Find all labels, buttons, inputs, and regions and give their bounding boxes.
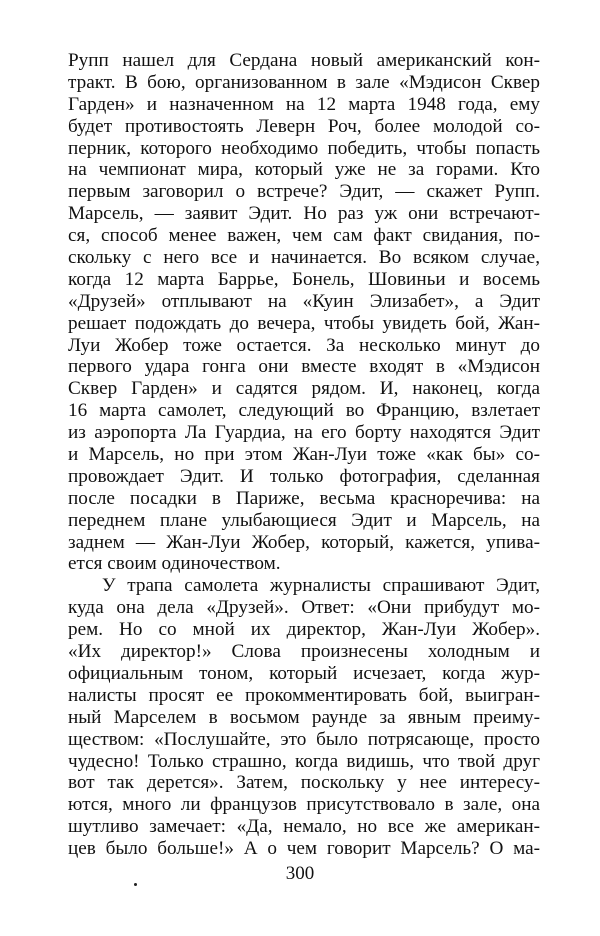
paragraph-2 — [68, 575, 540, 860]
text-line: когда 12 марта Баррье, Бонель, Шовиньи и восемь — [68, 268, 540, 290]
text-line: вот так дерется». Затем, поскольку у нее интересу- — [68, 772, 540, 794]
text-line: ный Марселем в восьмом раунде за явным преиму- — [68, 706, 540, 728]
text-line: ются, много ли французов присутствовало в зале, она — [68, 794, 540, 816]
text-line: У трапа самолета журналисты спрашивают Эдит, — [102, 575, 540, 597]
text-line: налисты просят ее прокомментировать бой, выигран- — [68, 684, 540, 706]
text-line: после посадки в Париже, весьма красноречива: на — [68, 487, 540, 509]
text-line: Гарден» и назначенном на 12 марта 1948 года, ему — [68, 93, 540, 115]
text-line: «Друзей» отплывают на «Куин Элизабет», а Эдит — [68, 290, 540, 312]
text-line: скольку с него все и начинается. Во всяком случае, — [68, 247, 540, 269]
text-line: чудесно! Только страшно, когда видишь, что твой друг — [68, 750, 540, 772]
paragraph-1 — [68, 50, 540, 575]
text-line: шутливо замечает: «Да, немало, но все же американ- — [68, 816, 540, 838]
text-line: будет противостоять Леверн Роч, более молодой со- — [68, 115, 540, 137]
text-line: ществом: «Послушайте, это было потрясающе, просто — [68, 728, 540, 750]
text-line: куда она дела «Друзей». Ответ: «Они прибудут мо- — [68, 597, 540, 619]
text-line: первого удара гонга они вместе входят в «Мэдисон — [68, 356, 540, 378]
text-line: Луи Жобер тоже остается. За несколько минут до — [68, 334, 540, 356]
text-line: заднем — Жан-Луи Жобер, который, кажется, упива- — [68, 531, 540, 553]
text-line: на чемпионат мира, который уже не за горами. Кто — [68, 159, 540, 181]
text-line: Сквер Гарден» и садятся рядом. И, наконец, когда — [68, 378, 540, 400]
text-line: рем. Но со мной их директор, Жан-Луи Жобер». — [68, 619, 540, 641]
text-line: Марсель, — заявит Эдит. Но раз уж они встречают- — [68, 203, 540, 225]
text-line: первым заговорил о встрече? Эдит, — скажет Рупп. — [68, 181, 540, 203]
text-line: переднем плане улыбающиеся Эдит и Марсель, на — [68, 509, 540, 531]
page-number: 300 — [285, 863, 315, 884]
text-line: тракт. В бою, организованном в зале «Мэдисон Сквер — [68, 71, 540, 93]
text-line: перник, которого необходимо победить, чтобы попасть — [68, 137, 540, 159]
text-line: официальным тоном, который исчезает, когда жур- — [68, 662, 540, 684]
text-line: 16 марта самолет, следующий во Францию, взлетает — [68, 400, 540, 422]
text-line: и Марсель, но при этом Жан-Луи тоже «как бы» со- — [68, 444, 540, 466]
text-line: «Их директор!» Слова произнесены холодным и — [68, 641, 540, 663]
text-line: ся, способ менее важен, чем сам факт свидания, по- — [68, 225, 540, 247]
text-line: цев было больше!» А о чем говорит Марсель? О ма- — [68, 838, 540, 860]
text-line: из аэропорта Ла Гуардиа, на его борту находятся Эдит — [68, 422, 540, 444]
text-line: решает подождать до вечера, чтобы увидеть бой, Жан- — [68, 312, 540, 334]
text-line: ется своим одиночеством. — [68, 553, 281, 575]
text-line: Рупп нашел для Сердана новый американский кон- — [68, 50, 540, 71]
text-line: провождает Эдит. И только фотография, сделанная — [68, 465, 540, 487]
page-text — [68, 50, 540, 860]
